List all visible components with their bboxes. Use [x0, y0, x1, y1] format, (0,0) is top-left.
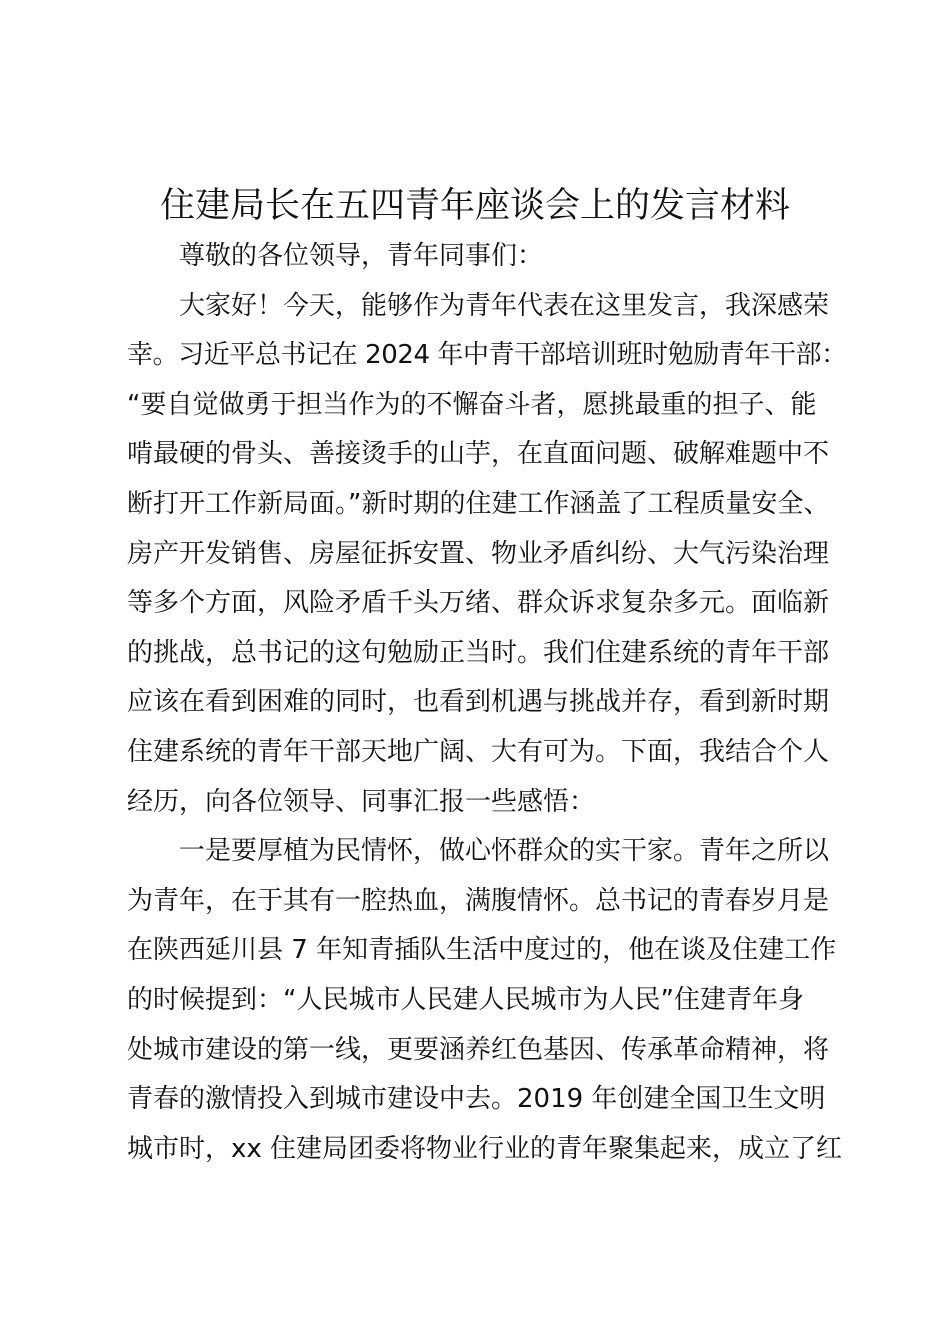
body-line: 为青年，在于其有一腔热血，满腹情怀。总书记的青春岁月是	[127, 885, 830, 916]
body-line: 住建系统的青年干部天地广阔、大有可为。下面，我结合个人	[127, 736, 830, 767]
body-line: 等多个方面，风险矛盾千头万绪、群众诉求复杂多元。面临新	[127, 588, 830, 619]
body-line: 一是要厚植为民情怀，做心怀群众的实干家。青年之所以	[179, 836, 830, 867]
body-line: 城市时，xx 住建局团委将物业行业的青年聚集起来，成立了红	[127, 1133, 843, 1164]
body-line: 的时候提到：“人民城市人民建人民城市为人民”住建青年身	[127, 984, 804, 1015]
body-line: 在陕西延川县 7 年知青插队生活中度过的，他在谈及住建工作	[127, 935, 837, 966]
document-body	[127, 232, 847, 1174]
body-line: 应该在看到困难的同时，也看到机遇与挑战并存，看到新时期	[127, 687, 830, 718]
body-line: 尊敬的各位领导，青年同事们：	[179, 241, 544, 271]
body-line: 处城市建设的第一线，更要涵养红色基因、传承革命精神，将	[127, 1034, 830, 1065]
document-title: 住建局长在五四青年座谈会上的发言材料	[159, 186, 790, 226]
body-line: 经历，向各位领导、同事汇报一些感悟：	[127, 786, 596, 817]
body-line: 断打开工作新局面。”新时期的住建工作涵盖了工程质量安全、	[127, 488, 830, 519]
body-line: “要自觉做勇于担当作为的不懈奋斗者，愿挑最重的担子、能	[127, 389, 817, 420]
body-line: 啃最硬的骨头、善接烫手的山芋，在直面问题、破解难题中不	[127, 439, 830, 470]
body-line: 幸。习近平总书记在 2024 年中青干部培训班时勉励青年干部：	[127, 340, 847, 371]
body-line: 青春的激情投入到城市建设中去。2019 年创建全国卫生文明	[127, 1084, 826, 1115]
body-line: 大家好！今天，能够作为青年代表在这里发言，我深感荣	[179, 290, 830, 321]
body-line: 的挑战，总书记的这句勉励正当时。我们住建系统的青年干部	[127, 637, 830, 668]
body-line: 房产开发销售、房屋征拆安置、物业矛盾纠纷、大气污染治理	[127, 538, 830, 569]
